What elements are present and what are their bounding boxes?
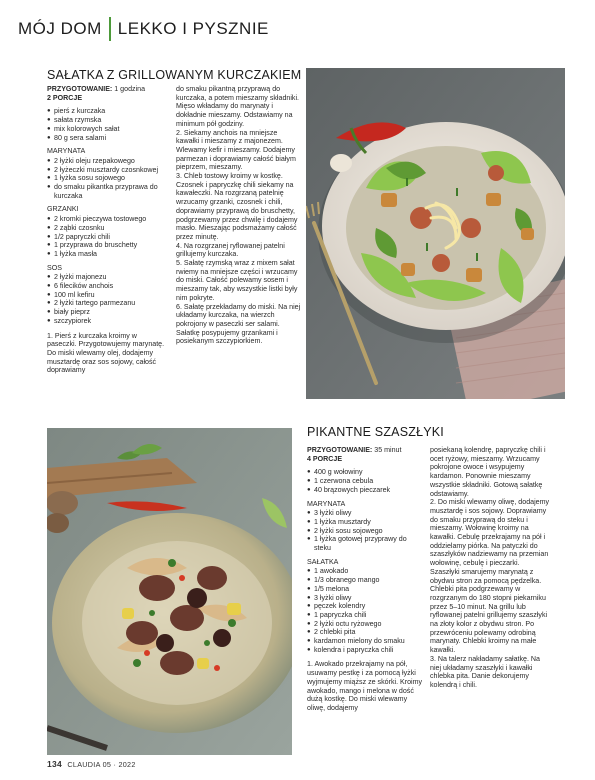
list-item: ● do smaku pikantka przyprawa do kurczaka <box>47 183 167 200</box>
list-item: ● 1 łyżka gotowej przyprawy do steku <box>307 535 425 552</box>
recipe2-marinade-heading: MARYNATA <box>307 499 346 508</box>
recipe2-marinade-list <box>307 509 425 553</box>
list-item: ● pierś z kurczaka <box>47 107 167 116</box>
list-item: ● 1 łyżka masła <box>47 250 167 259</box>
list-item: ● sałata rzymska <box>47 116 167 125</box>
list-item: ● 3 łyżki oliwy <box>307 594 425 603</box>
list-item: ● 2 chlebki pita <box>307 628 425 637</box>
list-item: ● 2 łyżki majonezu <box>47 273 167 282</box>
recipe2-ingredients-column <box>307 446 425 718</box>
recipe2-steps-continued: posiekaną kolendrę, papryczkę chili i ocet ryżowy, mieszamy. Wrzucamy pokrojone owoce i wsypujemy kardamon. Ponownie mieszamy wszystkie składniki. Gotową sałatkę odstawiamy. 2. Do miski wlewamy oliwę, dodajemy musztardę i sos sojowy. Doprawiamy do smaku przyprawą do steku i mieszamy. Wołowinę kroimy na kawałki. Cebulę przekrajamy na pół i oddzielamy piórka. Na patyczki do szaszłyków nadziewamy na przemian wołowinę, cebulę i pieczarki. Szaszłyki smarujemy marynatą z obydwu stron za pomocą pędzelka. Chlebki pita podgrzewamy w rozgrzanym do 180 stopni piekarniku przez 5–10 minut. Na grillu lub ryflowanej patelni grillujemy szaszłyki na złoty kolor z obydwu stron. Po przewróceniu polewamy odrobiną marynaty. Chlebki kroimy na małe kawałki. 3. Na talerz nakładamy sałatkę. Na niej układamy szaszłyki i kawałki chlebka pita. Danie dekorujemy kolendrą i chili. <box>430 446 550 689</box>
recipe2-prep-label: PRZYGOTOWANIE: <box>307 446 373 454</box>
recipe2-salad-heading: SAŁATKA <box>307 557 339 566</box>
recipe2-ingredients-list <box>307 468 425 494</box>
recipe1-marinade-heading: MARYNATA <box>47 147 86 156</box>
recipe2-steps-column <box>430 446 550 695</box>
recipe1-sauce-list <box>47 273 167 325</box>
list-item: ● 2 kromki pieczywa tostowego <box>47 215 167 224</box>
list-item: ● pęczek kolendry <box>307 602 425 611</box>
list-item: ● szczypiorek <box>47 317 167 326</box>
recipe2-meta <box>307 446 425 463</box>
list-item: ● 1 papryczka chili <box>307 611 425 620</box>
recipe1-ingredients-column <box>47 85 167 380</box>
page-header <box>18 16 269 42</box>
list-item: ● 1/2 papryczki chili <box>47 233 167 242</box>
recipe1-ingredients-list <box>47 107 167 142</box>
list-item: ● 400 g wołowiny <box>307 468 425 477</box>
recipe1-prep-value: 1 godzina <box>112 85 146 93</box>
page-number: 134 <box>47 759 63 769</box>
list-item: ● 2 łyżki tartego parmezanu <box>47 299 167 308</box>
recipe1-sauce-heading: SOS <box>47 263 62 272</box>
list-item: ● 2 łyżki octu ryżowego <box>307 620 425 629</box>
recipe2-title: PIKANTNE SZASZŁYKI <box>307 425 444 439</box>
skewers-photo <box>47 428 292 755</box>
recipe1-steps-continued: do smaku pikantną przyprawą do kurczaka, a potem mieszamy składniki. Mięso wkładamy do marynaty i dokładnie mieszamy. Odstawiamy na minimum pół godziny. 2. Siekamy anchois na mniejsze kawałki i mieszamy z majonezem. Wlewamy kefir i mieszamy. Dodajemy parmezan i doprawiamy całość białym pieprzem, mieszamy. 3. Chleb tostowy kroimy w kostkę. Czosnek i papryczkę chili siekamy na kawałeczki. Na rozgrzaną patelnię wrzucamy grzanki, czosnek i chili, doprawiamy przyprawą do bruschetty, podgrzewamy przez chwilę i dodajemy masło. Mieszając podsmażamy całość przez minutę. 4. Na rozgrzanej ryflowanej patelni grillujemy kurczaka. 5. Sałatę rzymską wraz z mixem sałat rwiemy na mniejsze części i wrzucamy do miski. Całość polewamy sosem i mieszamy tak, aby wszystkie listki były nim pokryte. 6. Sałatę przekładamy do miski. Na niej układamy kurczaka, na wierzch pokrojony w paseczki ser salami. Sałatkę posypujemy grzankami i posiekanym szczypiorkiem. <box>176 85 301 346</box>
list-item: ● 1 czerwona cebula <box>307 477 425 486</box>
recipe1-croutons-heading: GRZANKI <box>47 205 79 214</box>
recipe1-croutons-list <box>47 215 167 259</box>
list-item: ● 80 g sera salami <box>47 134 167 143</box>
recipe1-steps-start: 1. Pierś z kurczaka kroimy w paseczki. Przygotowujemy marynatę. Do miski wlewamy olej, dodajemy musztardę oraz sos sojowy, całość doprawiamy <box>47 331 165 375</box>
subsection-name: LEKKO I PYSZNIE <box>117 19 269 38</box>
list-item: ● 1/3 obranego mango <box>307 576 425 585</box>
recipe2-portions: 4 PORCJE <box>307 454 343 463</box>
recipe2-salad-list <box>307 567 425 654</box>
list-item: ● 2 łyżeczki musztardy czosnkowej <box>47 166 167 175</box>
page-footer <box>47 759 136 769</box>
list-item: ● 1 awokado <box>307 567 425 576</box>
list-item: ● 3 łyżki oliwy <box>307 509 425 518</box>
list-item: ● 2 łyżki sosu sojowego <box>307 527 425 536</box>
list-item: ● 6 filecików anchois <box>47 282 167 291</box>
recipe1-portions: 2 PORCJE <box>47 93 83 102</box>
list-item: ● 40 brązowych pieczarek <box>307 486 425 495</box>
recipe2-steps-start: 1. Awokado przekrajamy na pół, usuwamy pestkę i za pomocą łyżki wyjmujemy miąższ ze skórki. Kroimy awokado, mango i melona w dość dużą kostkę. Do miski wlewamy oliwę, dodajemy <box>307 660 423 712</box>
list-item: ● mix kolorowych sałat <box>47 125 167 134</box>
list-item: ● kolendra i papryczka chili <box>307 646 425 655</box>
list-item: ● 100 ml kefiru <box>47 291 167 300</box>
list-item: ● 2 ząbki czosnku <box>47 224 167 233</box>
recipe1-steps-column <box>176 85 301 351</box>
recipe2-prep-value: 35 minut <box>372 446 402 454</box>
list-item: ● 1/5 melona <box>307 585 425 594</box>
list-item: ● 2 łyżki oleju rzepakowego <box>47 157 167 166</box>
recipe1-meta <box>47 85 167 102</box>
list-item: ● kardamon mielony do smaku <box>307 637 425 646</box>
magazine-name: CLAUDIA <box>67 760 101 769</box>
header-divider <box>109 17 111 41</box>
recipe1-marinade-list <box>47 157 167 201</box>
section-name: MÓJ DOM <box>18 19 102 38</box>
list-item: ● 1 przyprawa do bruschetty <box>47 241 167 250</box>
issue-number: 05 · 2022 <box>102 760 136 769</box>
recipe1-title: SAŁATKA Z GRILLOWANYM KURCZAKIEM <box>47 68 302 82</box>
list-item: ● biały pieprz <box>47 308 167 317</box>
list-item: ● 1 łyżka musztardy <box>307 518 425 527</box>
list-item: ● 1 łyżka sosu sojowego <box>47 174 167 183</box>
recipe1-prep-label: PRZYGOTOWANIE: <box>47 85 113 93</box>
salad-photo <box>306 68 565 399</box>
